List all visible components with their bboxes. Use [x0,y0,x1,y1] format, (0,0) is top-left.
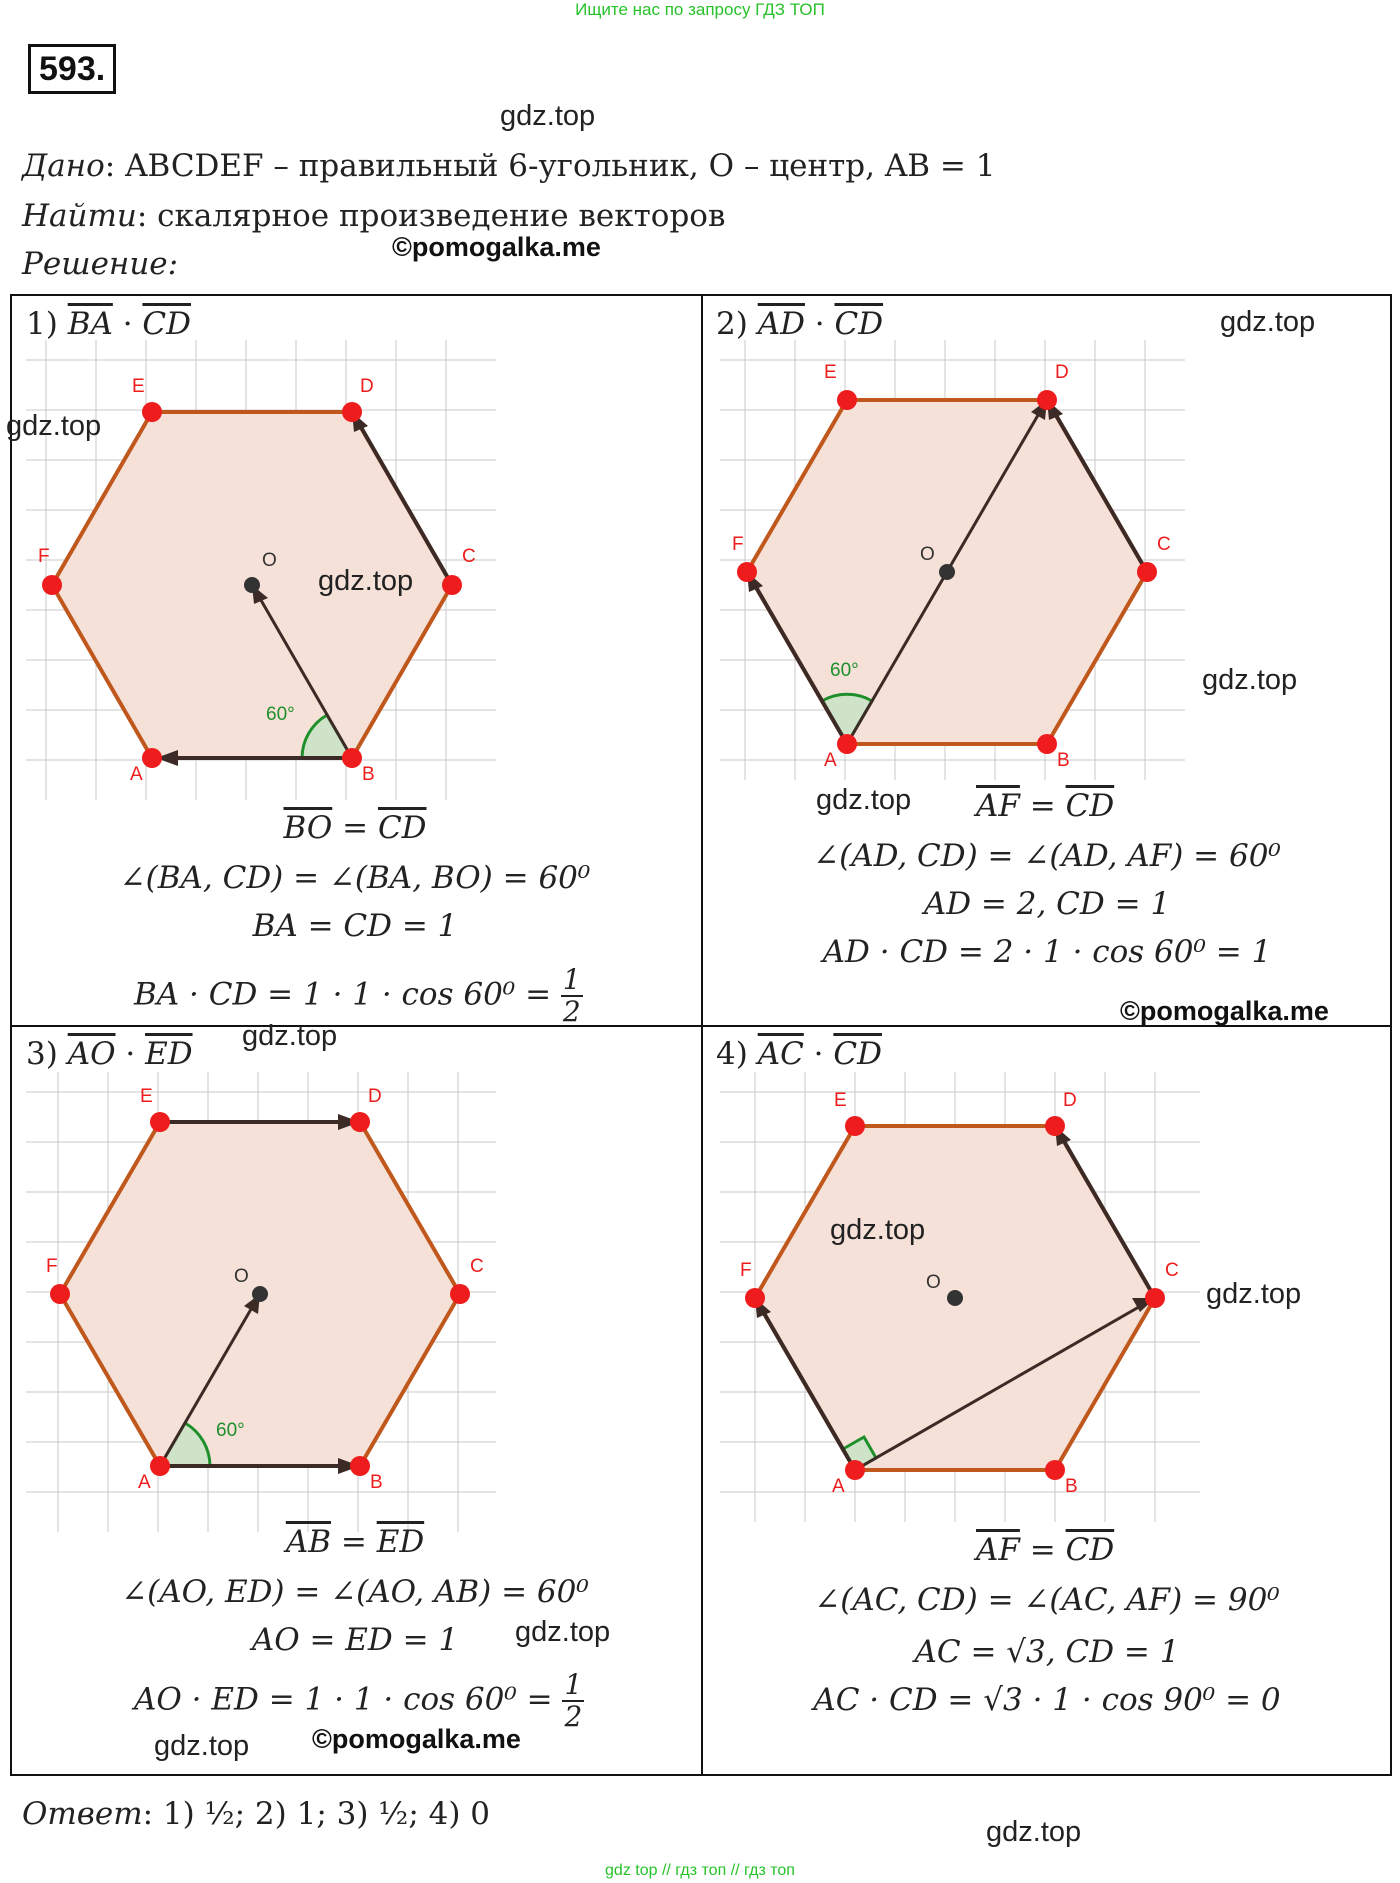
vertex-F [50,1284,70,1304]
cell-number: 2) [716,306,748,342]
vertex-label: O [262,550,277,571]
vector-label: $\overline{CD}$ [377,810,427,846]
fraction [562,1670,584,1732]
answer-label: Ответ [22,1796,143,1832]
vertex-C [1145,1288,1165,1308]
vertex-label: B [362,764,375,785]
vertex-C [1137,562,1157,582]
cell-3-eq-2: ∠(AO, ED) = ∠(AO, AB) = 60⁰ [121,1574,589,1610]
cell-number: 3) [26,1036,58,1072]
center-point [244,577,260,593]
given-label: Дано [22,148,105,184]
hexagon-figure-1 [26,340,496,800]
vertex-label: C [462,546,476,567]
vertex-A [845,1460,865,1480]
vector-label: $\overline{AO}$ [67,1036,116,1072]
vertex-A [142,748,162,768]
vertex-label: E [834,1090,847,1111]
cell-4-eq-3: AC = √3, CD = 1 [914,1634,1180,1670]
watermark-pomogalka: ©pomogalka.me [1120,996,1329,1026]
fraction-numerator: 1 [564,1668,583,1701]
vertex-F [745,1288,765,1308]
watermark-gdz: gdz.top [242,1020,338,1052]
vertex-label: F [38,546,50,567]
vertex-B [350,1456,370,1476]
cell-2-eq-1: $\overline{AF} = \overline{CD}$ [976,788,1115,824]
vertex-label: B [370,1472,383,1493]
cell-2-eq-2: ∠(AD, CD) = ∠(AD, AF) = 60⁰ [813,838,1281,874]
watermark-gdz: gdz.top [1206,1278,1302,1310]
watermark-gdz: gdz.top [500,100,596,132]
cell-1-title: 1) $\overline{BA} \cdot \overline{CD}$ [26,306,191,342]
vertex-label: A [130,764,143,785]
vertex-D [342,402,362,422]
watermark-gdz: gdz.top [1220,306,1316,338]
vertex-D [1045,1116,1065,1136]
vector-label: $\overline{BA}$ [67,306,113,342]
fraction-numerator: 1 [562,963,581,996]
vertex-label: E [140,1086,153,1107]
vertex-E [150,1112,170,1132]
vertex-label: D [1055,362,1069,383]
vertex-label: C [1157,534,1171,555]
vertex-label: B [1065,1476,1078,1497]
cell-1-eq-4 [134,965,583,1027]
vertex-A [150,1456,170,1476]
watermark-pomogalka: ©pomogalka.me [392,232,601,262]
cell-4-eq-4: AC · CD = √3 · 1 · cos 90⁰ = 0 [813,1682,1281,1718]
watermark-pomogalka: ©pomogalka.me [312,1724,521,1754]
cell-number: 1) [26,306,58,342]
vector-label: $\overline{CD}$ [834,306,884,342]
vertex-label: O [926,1272,941,1293]
hexagon-figure-2 [720,340,1185,780]
equation-text: BA · CD = 1 · 1 · cos 60⁰ = [134,976,552,1013]
cell-3-eq-3: AO = ED = 1 [251,1622,459,1658]
vertex-label: A [832,1476,845,1497]
watermark-gdz: gdz.top [1202,664,1298,696]
angle-label: 60° [830,660,859,681]
vector-label: $\overline{AF}$ [976,1532,1020,1568]
vertex-label: A [138,1472,151,1493]
vertex-B [342,748,362,768]
find-line [22,198,725,234]
solution-label: Решение: [22,246,179,282]
vertex-label: E [132,376,145,397]
cell-1-eq-2: ∠(BA, CD) = ∠(BA, BO) = 60⁰ [119,860,591,896]
center-point [252,1286,268,1302]
cell-1-eq-3: BA = CD = 1 [252,908,458,944]
given-line [22,148,995,184]
vector-label: $\overline{CD}$ [142,306,191,342]
find-label: Найти [22,198,137,234]
vertex-F [42,575,62,595]
vector-label: $\overline{BO}$ [283,810,333,846]
fraction-denominator: 2 [564,1700,583,1733]
vertex-F [737,562,757,582]
fraction [561,965,583,1027]
angle-label: 60° [266,704,295,725]
vertex-label: A [824,750,837,771]
vertex-label: F [732,534,744,555]
angle-label: 60° [216,1420,245,1441]
center-point [939,564,955,580]
cell-number: 4) [716,1036,748,1072]
vertex-D [350,1112,370,1132]
cell-1-eq-1: $\overline{BO} = \overline{CD}$ [283,810,427,846]
cell-2-title: 2) $\overline{AD} \cdot \overline{CD}$ [716,306,884,342]
watermark-gdz: gdz.top [515,1616,611,1648]
vertex-label: D [368,1086,382,1107]
cell-4-eq-1: $\overline{AF} = \overline{CD}$ [976,1532,1115,1568]
vertex-label: O [234,1266,249,1287]
vector-label: $\overline{CD}$ [833,1036,882,1072]
vertex-label: D [360,376,374,397]
cell-4-title: 4) $\overline{AC} \cdot \overline{CD}$ [716,1036,882,1072]
vertex-B [1045,1460,1065,1480]
watermark-gdz: gdz.top [816,784,912,816]
answer-text: : 1) ½; 2) 1; 3) ½; 4) 0 [142,1796,491,1832]
vertex-B [1037,734,1057,754]
vector-label: $\overline{CD}$ [1065,1532,1115,1568]
vertex-label: D [1063,1090,1077,1111]
vector-label: $\overline{AC}$ [757,1036,804,1072]
cell-3-title: 3) $\overline{AO} \cdot \overline{ED}$ [26,1036,193,1072]
hexagon-figure-4 [720,1072,1200,1522]
cell-2-eq-4: AD · CD = 2 · 1 · cos 60⁰ = 1 [822,934,1272,970]
center-point [947,1290,963,1306]
search-hint-link[interactable]: Ищите нас по запросу ГДЗ ТОП [575,0,825,19]
watermark-gdz: gdz.top [830,1214,926,1246]
vertex-label: B [1057,750,1070,771]
vector-label: $\overline{CD}$ [1065,788,1115,824]
cell-2-eq-3: AD = 2, CD = 1 [923,886,1171,922]
vertex-label: C [1165,1260,1179,1281]
vector-label: $\overline{AF}$ [976,788,1020,824]
vertex-label: O [920,544,935,565]
watermark-gdz: gdz.top [154,1730,250,1762]
watermark-gdz: gdz.top [986,1816,1082,1848]
vertex-label: F [46,1256,58,1277]
table-divider-vertical [701,294,703,1776]
vertex-label: C [470,1256,484,1277]
vertex-E [837,390,857,410]
vertex-C [442,575,462,595]
cell-3-eq-1: $\overline{AB} = \overline{ED}$ [285,1524,425,1560]
equation-text: AO · ED = 1 · 1 · cos 60⁰ = [134,1681,553,1718]
watermark-gdz: gdz.top [6,410,102,442]
find-text: : скалярное произведение векторов [136,198,726,234]
vertex-A [837,734,857,754]
fraction-denominator: 2 [562,995,581,1028]
vertex-E [845,1116,865,1136]
footer-links[interactable]: gdz top // гдз топ // гдз топ [605,1862,795,1879]
watermark-gdz: gdz.top [318,565,414,597]
vertex-label: E [824,362,837,383]
vector-label: $\overline{AD}$ [757,306,805,342]
vector-label: $\overline{ED}$ [376,1524,425,1560]
vector-label: $\overline{ED}$ [145,1036,193,1072]
vertex-D [1037,390,1057,410]
vector-label: $\overline{AB}$ [285,1524,331,1560]
vertex-C [450,1284,470,1304]
cell-3-eq-4 [134,1670,584,1732]
given-text: : ABCDEF – правильный 6-угольник, O – центр, AB = 1 [104,148,996,184]
hexagon-figure-3 [26,1072,496,1532]
problem-number: 593. [28,44,116,94]
vertex-label: F [740,1260,752,1281]
cell-4-eq-2: ∠(AC, CD) = ∠(AC, AF) = 90⁰ [814,1582,1280,1618]
vertex-E [142,402,162,422]
answer-line [22,1796,490,1832]
